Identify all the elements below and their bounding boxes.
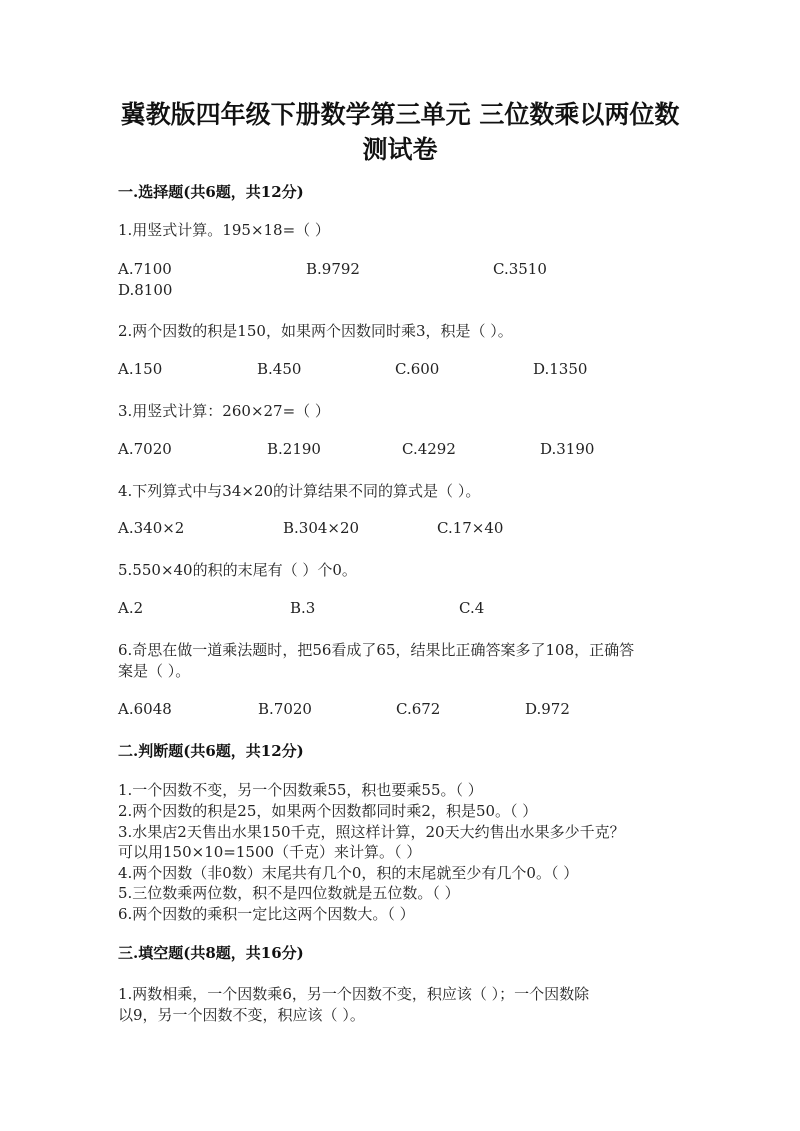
option-a: A.7020 [118,440,172,458]
option-c: C.672 [396,700,441,718]
question-stem: 4.下列算式中与34×20的计算结果不同的算式是（ ）。 [118,482,481,500]
option-b: B.304×20 [283,519,360,537]
option-b: B.9792 [306,260,360,278]
judgement-item: 5.三位数乘两位数，积不是四位数就是五位数。（ ） [118,884,460,902]
option-b: B.2190 [267,440,321,458]
question-stem: 3.用竖式计算：260×27=（ ） [118,402,330,420]
question-stem-continued: 案是（ ）。 [118,662,191,680]
question-stem: 2.两个因数的积是150，如果两个因数同时乘3，积是（ ）。 [118,322,513,340]
question-stem: 5.550×40的积的末尾有（ ）个0。 [118,561,357,579]
section-heading-choice: 一.选择题(共6题，共12分) [118,183,304,201]
option-c: C.4292 [402,440,456,458]
option-d: D.1350 [533,360,588,378]
judgement-item: 2.两个因数的积是25，如果两个因数都同时乘2，积是50。（ ） [118,802,538,820]
option-d: D.8100 [118,281,173,299]
option-a: A.2 [118,599,144,617]
option-a: A.340×2 [118,519,185,537]
option-d: D.3190 [540,440,595,458]
judgement-item: 4.两个因数（非0数）末尾共有几个0，积的末尾就至少有几个0。（ ） [118,864,579,882]
section-heading-fill-blank: 三.填空题(共8题，共16分) [118,944,304,962]
option-b: B.3 [290,599,316,617]
option-a: A.6048 [118,700,172,718]
option-d: D.972 [525,700,570,718]
option-a: A.7100 [118,260,172,278]
option-a: A.150 [118,360,163,378]
exam-title-line2: 测试卷 [362,135,438,164]
fill-blank-item: 1.两数相乘，一个因数乘6，另一个因数不变，积应该（ ）；一个因数除 [118,985,590,1003]
option-b: B.7020 [258,700,312,718]
judgement-item: 1.一个因数不变，另一个因数乘55，积也要乘55。（ ） [118,781,483,799]
fill-blank-item-continued: 以9，另一个因数不变，积应该（ ）。 [118,1006,365,1024]
option-b: B.450 [257,360,302,378]
judgement-item: 6.两个因数的乘积一定比这两个因数大。（ ） [118,905,415,923]
judgement-item: 3.水果店2天售出水果150千克，照这样计算，20天大约售出水果多少千克？ [118,823,625,841]
question-stem: 1.用竖式计算。195×18=（ ） [118,221,330,239]
option-c: C.600 [395,360,440,378]
exam-title-line1: 冀教版四年级下册数学第三单元 三位数乘以两位数 [120,100,680,129]
section-heading-judgement: 二.判断题(共6题，共12分) [118,742,304,760]
judgement-item-continued: 可以用150×10=1500（千克）来计算。（ ） [118,843,422,861]
option-c: C.4 [459,599,485,617]
option-c: C.17×40 [437,519,504,537]
question-stem: 6.奇思在做一道乘法题时，把56看成了65，结果比正确答案多了108，正确答 [118,641,635,659]
option-c: C.3510 [493,260,547,278]
